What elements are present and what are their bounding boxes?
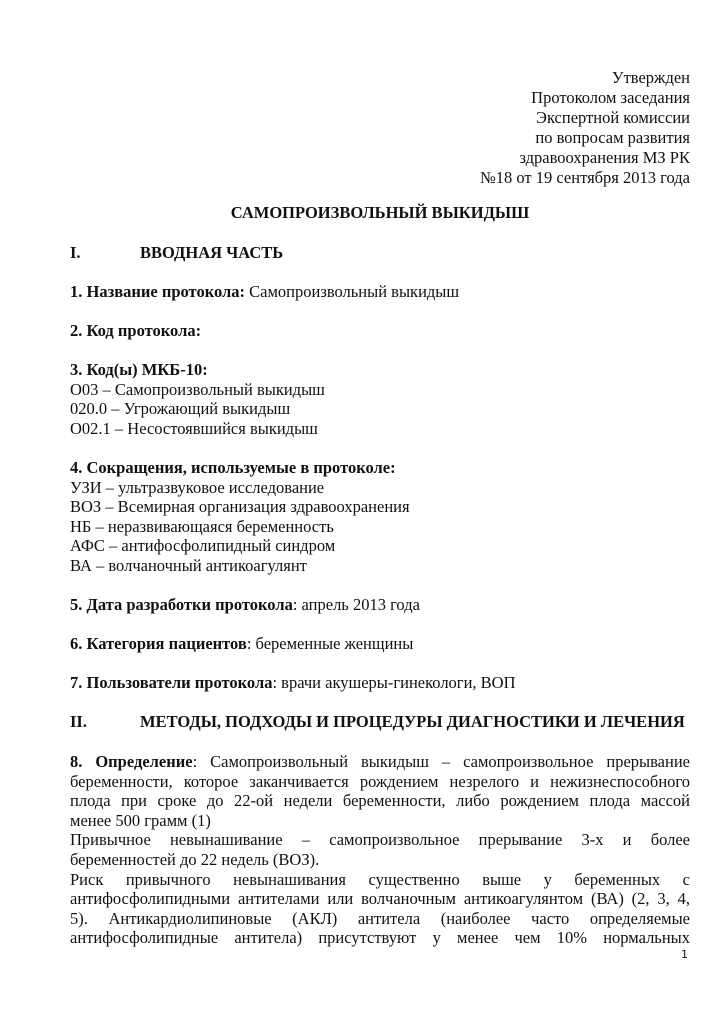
definition-line: Риск привычного невынашивания существенно выше у беременных с <box>70 869 690 889</box>
code-line: О02.1 – Несостоявшийся выкидыш <box>70 418 318 438</box>
value: : врачи акушеры-гинекологи, ВОП <box>272 673 516 692</box>
text: : Самопроизвольный выкидыш – самопроизвольное прерывание <box>192 752 690 771</box>
label: 3. Код(ы) МКБ-10: <box>70 360 208 379</box>
definition-line: менее 500 грамм (1) <box>70 810 211 830</box>
definition-line: 5). Антикардиолипиновые (АКЛ) антитела (наиболее часто определяемые <box>70 908 690 928</box>
definition-line: беременности, которое заканчивается рождением незрелого и нежизнеспособного <box>70 771 690 791</box>
approval-line: здравоохранения МЗ РК <box>519 148 690 167</box>
label: 8. Определение <box>70 752 193 771</box>
definition-line: плода при сроке до 22-ой недели беременности, либо рождением плода массой <box>70 791 690 811</box>
value: : беременные женщины <box>246 634 414 653</box>
section2-number: II. <box>70 712 87 731</box>
item-definition <box>70 752 690 948</box>
abbr-line: УЗИ – ультразвуковое исследование <box>70 477 325 497</box>
item-icd-codes <box>70 360 690 438</box>
definition-line: Привычное невынашивание – самопроизвольное прерывание 3-х и более <box>70 830 690 850</box>
approval-line: Протоколом заседания <box>531 88 690 107</box>
code-line: 020.0 – Угрожающий выкидыш <box>70 399 291 419</box>
code-line: О03 – Самопроизвольный выкидыш <box>70 379 325 399</box>
approval-line: №18 от 19 сентября 2013 года <box>480 168 690 187</box>
item-protocol-code: 2. Код протокола: <box>70 321 202 340</box>
label: 1. Название протокола: <box>70 282 246 301</box>
label: 5. Дата разработки протокола <box>70 595 293 614</box>
section1-number: I. <box>70 243 81 262</box>
value: Самопроизвольный выкидыш <box>245 282 460 301</box>
item-abbreviations <box>70 458 690 576</box>
abbr-line: АФС – антифосфолипидный синдром <box>70 536 336 556</box>
item-protocol-users <box>70 673 515 693</box>
abbr-line: НБ – неразвивающаяся беременность <box>70 516 334 536</box>
page-number: 1 <box>681 948 688 961</box>
definition-line: беременностей до 22 недель (ВОЗ). <box>70 849 320 869</box>
approval-line: по вопросам развития <box>535 128 690 147</box>
definition-line: антифосфолипидными антителами или волчаночным антикоагулянтом (ВА) (2, 3, 4, <box>70 889 690 909</box>
label: 4. Сокращения, используемые в протоколе: <box>70 458 396 477</box>
item-protocol-name <box>70 282 459 302</box>
section1-title: ВВОДНАЯ ЧАСТЬ <box>140 243 284 262</box>
document-title: САМОПРОИЗВОЛЬНЫЙ ВЫКИДЫШ <box>230 203 530 222</box>
abbr-line: ВОЗ – Всемирная организация здравоохранения <box>70 497 410 517</box>
label: 6. Категория пациентов <box>70 634 247 653</box>
abbr-line: ВА – волчаночный антикоагулянт <box>70 555 307 575</box>
approval-line: Экспертной комиссии <box>536 108 690 127</box>
label: 7. Пользователи протокола <box>70 673 273 692</box>
item-patient-category <box>70 634 413 654</box>
section2-title: МЕТОДЫ, ПОДХОДЫ И ПРОЦЕДУРЫ ДИАГНОСТИКИ И ЛЕЧЕНИЯ <box>140 712 685 731</box>
approval-line: Утвержден <box>611 68 690 87</box>
item-development-date <box>70 595 420 615</box>
definition-line: антифосфолипидные антитела) присутствуют у менее чем 10% нормальных <box>70 928 690 948</box>
definition-line <box>70 752 690 772</box>
value: : апрель 2013 года <box>292 595 420 614</box>
